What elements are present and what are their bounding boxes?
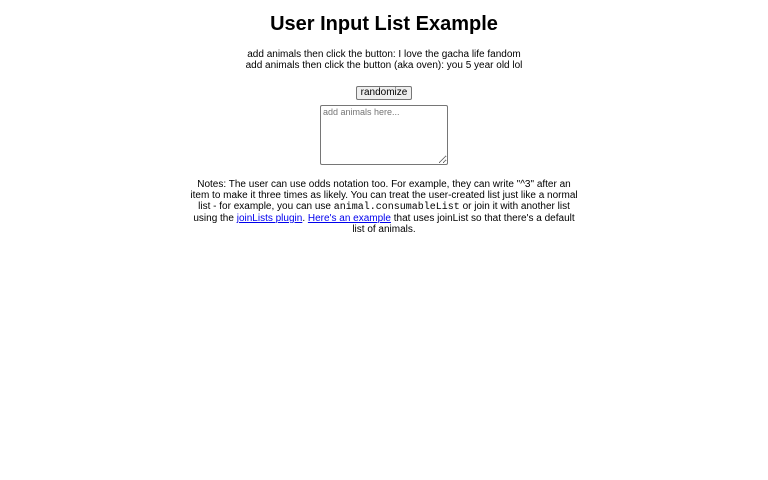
joinlists-plugin-link[interactable]: joinLists plugin (236, 213, 303, 224)
example-link[interactable]: Here's an example (307, 213, 391, 224)
output-line-1: add animals then click the button: I love the gacha life fandom (247, 49, 521, 60)
page-title: User Input List Example (270, 13, 498, 35)
notes-paragraph (189, 179, 579, 235)
notes-text-2: or join it with another list using the (193, 201, 570, 224)
animals-textarea[interactable] (320, 105, 448, 165)
output-line-2: add animals then click the button (aka oven): you 5 year old lol (245, 60, 523, 71)
output-lines (0, 49, 768, 71)
button-row (0, 82, 768, 100)
randomize-button[interactable]: randomize (356, 86, 413, 100)
notes-text-1: Notes: The user can use odds notation too. For example, they can write "^3" after an item to make it three times as likely. You can treat the user-created list just like a normal list - for example, you can use (190, 179, 578, 212)
notes-text-3: . (302, 213, 308, 224)
textarea-row (0, 105, 768, 165)
notes-code: animal.consumableList (333, 202, 460, 213)
notes-text-4: that uses joinList so that there's a default list of animals. (352, 213, 575, 235)
